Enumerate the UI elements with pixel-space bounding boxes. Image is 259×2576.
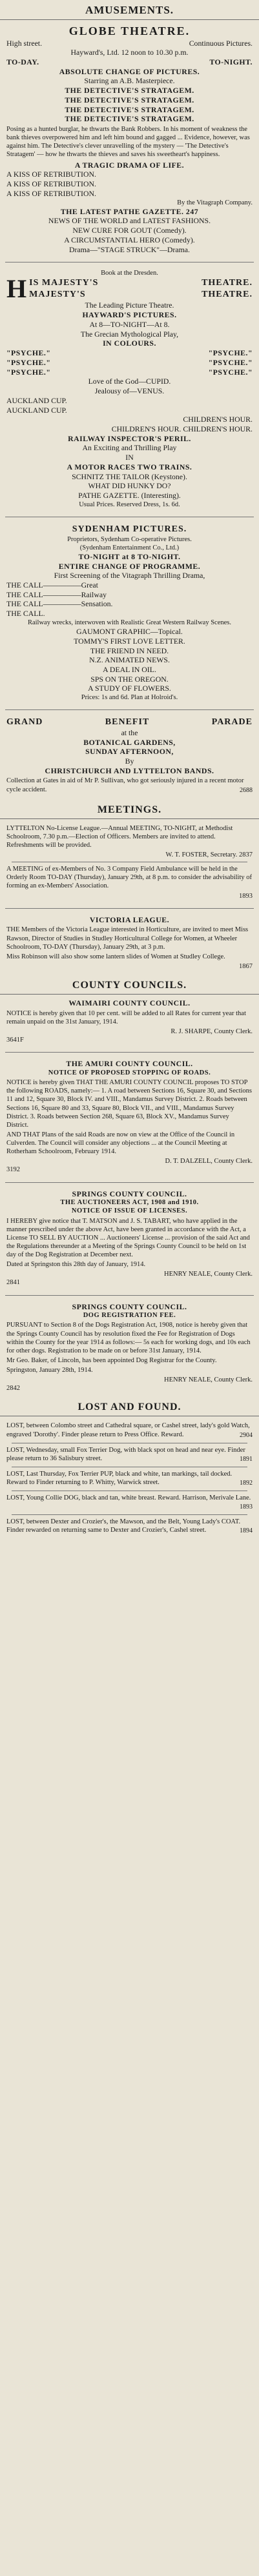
victoria-num: 1867 xyxy=(239,962,253,970)
his-childrens-2: CHILDREN'S HOUR. CHILDREN'S HOUR. xyxy=(111,424,253,434)
dog-registration-ad xyxy=(0,1298,259,1398)
sydenham-pictures-ad xyxy=(0,520,259,707)
waimairi-num: 3641F xyxy=(6,1036,24,1044)
divider xyxy=(5,1182,254,1183)
his-title-right: THEATRE. xyxy=(202,278,253,288)
globe-gazette: THE LATEST PATHE GAZETTE. 247 xyxy=(60,206,199,216)
divider xyxy=(5,709,254,710)
globe-theatre-ad xyxy=(0,20,259,259)
his-hunky: WHAT DID HUNKY DO? xyxy=(88,481,171,491)
globe-stratagem-2: THE DETECTIVE'S STRATAGEM. xyxy=(65,95,194,104)
globe-body: Posing as a hunted burglar, he thwarts the Bank Robbers. In his moment of weakness the bank thieves overpowered him and left him bound and gagged ... Evidence, however, was against him. The Detective's clever unravelling of the mystery — 'The Detective's Stratagem' — how he thwarts the thieves and saves his sweetheart's happiness. xyxy=(6,126,250,159)
ambulance-num: 1893 xyxy=(239,892,253,900)
globe-tragic: A TRAGIC DRAMA OF LIFE. xyxy=(74,160,185,170)
lost-item xyxy=(6,1422,253,1438)
his-title-row xyxy=(29,277,253,289)
globe-starring: Starring an A.B. Masterpiece. xyxy=(84,76,175,86)
parade-collection-text: Collection at Gates in aid of Mr P. Sullivan, who got seriously injured in a recent motor cycle accident. xyxy=(6,777,244,793)
globe-news: NEWS OF THE WORLD and LATEST FASHIONS. xyxy=(48,216,211,226)
springs-sig: HENRY NEALE, County Clerk. xyxy=(164,1271,253,1278)
parade-word: PARADE xyxy=(211,717,253,728)
his-psyche-row-2 xyxy=(6,358,253,368)
his-railway: RAILWAY INSPECTOR'S PERIL. xyxy=(68,433,191,443)
lost-item-text: LOST, Young Collie DOG, black and tan, white breast. Reward. Harrison, Merivale Lane. xyxy=(6,1494,251,1502)
parade-grand: GRAND xyxy=(6,717,43,728)
victoria-league-ad xyxy=(0,911,259,976)
his-prices: Usual Prices. Reserved Dress, 1s. 6d. xyxy=(79,500,180,508)
benefit-parade-ad xyxy=(0,713,259,800)
his-love: Love of the God—CUPID. xyxy=(88,377,171,386)
globe-street: High street. xyxy=(6,38,43,48)
parade-bands: CHRISTCHURCH AND LYTTELTON BANDS. xyxy=(45,766,214,775)
amuri-plan: AND THAT Plans of the said Roads are now on view at the Office of the Council in Culverden. The Council will consider any objections ... at the Council Meeting at Rotherham Schoolroom, February 1914. xyxy=(6,1131,235,1156)
lost-item-text: LOST, Last Thursday, Fox Terrier PUP, black and white, tan markings, tail docked. Reward to Finder returning to P. Whitty, Warwick street. xyxy=(6,1470,233,1487)
his-colours: IN COLOURS. xyxy=(103,339,156,348)
meetings-section xyxy=(0,819,259,906)
lost-item-num: 1893 xyxy=(240,1503,253,1511)
dog-collector: Mr Geo. Baker, of Lincoln, has been appointed Dog Registrar for the County. xyxy=(6,1356,217,1364)
meetings-heading: MEETINGS. xyxy=(0,800,259,819)
amuri-sub: NOTICE OF PROPOSED STOPPING OF ROADS. xyxy=(48,1069,211,1077)
globe-hours: Hayward's, Ltd. 12 noon to 10.30 p.m. xyxy=(70,48,189,57)
parade-num: 2688 xyxy=(240,786,253,794)
sydenham-tommy: TOMMY'S FIRST LOVE LETTER. xyxy=(74,636,185,646)
his-motor: A MOTOR RACES TWO TRAINS. xyxy=(67,462,192,471)
globe-stratagem-4: THE DETECTIVE'S STRATAGEM. xyxy=(65,114,194,124)
his-auckland-cup: AUCKLAND CUP. xyxy=(6,395,67,405)
waimairi-ad xyxy=(0,995,259,1049)
his-leading: The Leading Picture Theatre. xyxy=(85,301,174,310)
his-childrens: CHILDREN'S HOUR. xyxy=(183,415,253,424)
globe-title: GLOBE THEATRE. xyxy=(68,25,191,37)
divider xyxy=(12,1514,247,1515)
psyche-5: "PSYCHE." xyxy=(6,367,51,377)
lost-found-heading: LOST AND FOUND. xyxy=(0,1398,259,1416)
psyche-3: "PSYCHE." xyxy=(6,357,51,367)
lost-item-num: 1892 xyxy=(240,1480,253,1487)
dog-sig: HENRY NEALE, County Clerk. xyxy=(164,1376,253,1384)
lost-item-num: 2904 xyxy=(240,1431,253,1439)
sydenham-managing: (Sydenham Entertainment Co., Ltd.) xyxy=(79,544,180,551)
his-title2-right: THEATRE. xyxy=(202,289,253,299)
globe-stratagem-3: THE DETECTIVE'S STRATAGEM. xyxy=(65,104,194,114)
lost-item xyxy=(6,1446,253,1463)
globe-tonight: TO-NIGHT. xyxy=(209,57,253,66)
globe-gout: NEW CURE FOR GOUT (Comedy). xyxy=(72,226,187,235)
psyche-2: "PSYCHE." xyxy=(208,348,253,358)
globe-drama: Drama—"STAGE STRUCK"—Drama. xyxy=(69,244,190,254)
divider xyxy=(5,262,254,263)
dog-sub: DOG REGISTRATION FEE. xyxy=(83,1312,176,1320)
sydenham-prices: Prices: 1s and 6d. Plan at Holroid's. xyxy=(81,694,178,702)
sydenham-gaumont: GAUMONT GRAPHIC—Topical. xyxy=(76,627,183,637)
lost-item xyxy=(6,1494,253,1511)
lost-item-text: LOST, between Colombo street and Cathedral square, or Cashel street, lady's gold Watch, engraved 'Dorothy'. Finder please return to Press Office. Reward. xyxy=(6,1422,250,1438)
his-hayward: HAYWARD'S PICTURES. xyxy=(82,310,177,320)
sydenham-first: First Screening of the Vitagraph Thrilling Drama, xyxy=(54,571,205,580)
amuri-num: 3192 xyxy=(6,1166,20,1174)
globe-kiss-1: A KISS OF RETRIBUTION. xyxy=(6,170,96,179)
ambulance-notice: A MEETING of ex-Members of No. 3 Company Field Ambulance will be held in the Orderly Room TO-DAY (Thursday), January 29th, at 8 p.m. to consider the advisability of forming an ex-Members' Association. xyxy=(6,866,252,890)
globe-today: TO-DAY. xyxy=(6,57,39,66)
victoria-heading: VICTORIA LEAGUE. xyxy=(89,915,170,924)
his-psyche-row-3 xyxy=(6,368,253,377)
waimairi-sig: R. J. SHARPE, County Clerk. xyxy=(171,1028,253,1036)
sydenham-railway: Railway wrecks, interwoven with Realistic Great Western Railway Scenes. xyxy=(27,619,232,626)
divider xyxy=(5,1295,254,1296)
his-psyche-row-1 xyxy=(6,348,253,358)
sydenham-tonight: TO-NIGHT at 8 TO-NIGHT. xyxy=(78,551,181,561)
springs-title: SPRINGS COUNTY COUNCIL. xyxy=(72,1189,187,1198)
springs-notice-head: NOTICE OF ISSUE OF LICENSES. xyxy=(71,1207,188,1215)
dog-dated: Springston, January 28th, 1914. xyxy=(6,1367,93,1374)
springs-act: THE AUCTIONEERS ACT, 1908 and 1910. xyxy=(60,1199,199,1207)
sydenham-entire: ENTIRE CHANGE OF PROGRAMME. xyxy=(58,561,201,571)
parade-sunday: SUNDAY AFTERNOON, xyxy=(85,747,174,757)
amuri-ad xyxy=(0,1055,259,1179)
lyttelton-sig: W. T. FOSTER, Secretary. 2837 xyxy=(165,851,253,859)
lost-item-num: 1894 xyxy=(240,1527,253,1534)
his-title2-left: MAJESTY'S xyxy=(29,289,86,299)
his-majestys-ad xyxy=(0,265,259,514)
globe-change: ABSOLUTE CHANGE OF PICTURES. xyxy=(59,66,200,76)
his-bookat: Book at the Dresden. xyxy=(101,270,158,277)
sydenham-animated: N.Z. ANIMATED NEWS. xyxy=(89,655,170,665)
globe-today-row xyxy=(6,57,253,67)
his-jealousy: Jealousy of—VENUS. xyxy=(94,386,165,396)
parade-by: By xyxy=(125,757,134,766)
globe-stratagem-1: THE DETECTIVE'S STRATAGEM. xyxy=(65,86,194,95)
psyche-6: "PSYCHE." xyxy=(208,367,253,377)
globe-continuous: Continuous Pictures. xyxy=(189,38,253,48)
sydenham-call-4: THE CALL. xyxy=(6,609,45,619)
springs-ad xyxy=(0,1185,259,1293)
sydenham-title: SYDENHAM PICTURES. xyxy=(72,524,187,535)
his-title-left: IS MAJESTY'S xyxy=(29,278,99,288)
his-railway-desc: An Exciting and Thrilling Play xyxy=(82,443,177,453)
lost-item xyxy=(6,1518,253,1534)
his-in: IN xyxy=(125,453,134,462)
dog-notice: PURSUANT to Section 8 of the Dogs Registration Act, 1908, notice is hereby given that the Springs County Council has by resolution fixed the Fee for Registration of Dogs within the County for the year 1914 as follows:— 5s each for working dogs, and 10s each for other dogs. Registration to be made on or before 31st January, 1914. xyxy=(6,1322,251,1354)
springs-notice: I HEREBY give notice that T. MATSON and J. S. TABART, who have applied in the manner prescribed under the above Act, have been granted in accordance with the Act, a License TO SELL BY AUCTION ... Auctioneers' License ... provision of the said Act and the Regulations thereunder at a Meeting of the Springs County Council to be held on 1st day of the Dog Registration at December next. xyxy=(6,1217,250,1259)
victoria-lantern: Miss Robinson will also show some lantern slides of Women at Studley College. xyxy=(6,953,225,960)
lost-item-text: LOST, between Dexter and Crozier's, the Mawson, and the Belt, Young Lady's COAT. Finder rewarded on returning same to Dexter and Crozier's, Cashel street. xyxy=(6,1518,241,1534)
amusements-heading: AMUSEMENTS. xyxy=(0,0,259,20)
globe-kiss-note: By the Vitagraph Company. xyxy=(177,199,253,206)
his-times: At 8—TO-NIGHT—At 8. xyxy=(89,319,170,329)
sydenham-proprietors: Proprietors, Sydenham Co-operative Pictures. xyxy=(67,535,192,543)
his-pathe: PATHE GAZETTE. (Interesting). xyxy=(78,491,181,500)
sydenham-oregon: SPS ON THE OREGON. xyxy=(90,674,169,684)
amuri-notice: NOTICE is hereby given THAT THE AMURI COUNTY COUNCIL proposes TO STOP the following ROADS, namely:— 1. A road between Sections 16, Square 30, and Sections 11 and 12, Square 30, Block IV. and VIII., Mandamus Survey District. 2. Roads between Sections 16, Square 80 and 33, Square 80, Block VII., and VIII., Mandamus Survey District. 3. Roads between Section 268, Square 63, Block XV., Mandamus Survey District. xyxy=(6,1079,252,1129)
his-tailor: SCHNITZ THE TAILOR (Keystone). xyxy=(72,471,187,481)
psyche-4: "PSYCHE." xyxy=(208,357,253,367)
sydenham-deal: A DEAL IN OIL. xyxy=(103,664,156,674)
lost-item xyxy=(6,1470,253,1487)
waimairi-notice: NOTICE is hereby given that 10 per cent. will be added to all Rates for current year that remain unpaid on the 31st January, 1914. xyxy=(6,1009,246,1025)
lost-found-section xyxy=(0,1416,259,1541)
parade-benefit: BENEFIT xyxy=(105,717,150,728)
springs-num: 2841 xyxy=(6,1279,20,1287)
divider xyxy=(5,908,254,909)
sydenham-study: A STUDY OF FLOWERS. xyxy=(88,684,171,693)
amuri-sig: D. T. DALZELL, County Clerk. xyxy=(165,1158,253,1165)
parade-botanical: BOTANICAL GARDENS, xyxy=(83,737,176,747)
county-heading: COUNTY COUNCILS. xyxy=(0,976,259,995)
sydenham-call-2: THE CALL—————Railway xyxy=(6,590,107,599)
parade-at: at the xyxy=(121,728,138,737)
sydenham-friend: THE FRIEND IN NEED. xyxy=(90,646,169,655)
dog-title: SPRINGS COUNTY COUNCIL. xyxy=(72,1302,187,1311)
psyche-1: "PSYCHE." xyxy=(6,348,51,358)
parade-head-row xyxy=(6,717,253,728)
lost-item-num: 1891 xyxy=(240,1455,253,1463)
victoria-body: THE Members of the Victoria League interested in Horticulture, are invited to meet Miss Rawson, Director of Studies in Studley Horticultural College for Women, at Wheeler Schoolroom, TO-DAY (Thursday), January 29th, at 3 p.m. xyxy=(6,926,249,951)
sydenham-call-3: THE CALL—————Sensation. xyxy=(6,599,113,609)
parade-collection xyxy=(6,777,253,793)
amuri-title: THE AMURI COUNTY COUNCIL. xyxy=(66,1059,193,1069)
sydenham-call-1: THE CALL—————Great xyxy=(6,580,98,590)
globe-line1 xyxy=(6,39,253,48)
lost-item-text: LOST, Wednesday, small Fox Terrier Dog, with black spot on head and near eye. Finder please return to 36 Salisbury street. xyxy=(6,1446,245,1462)
dog-num: 2842 xyxy=(6,1385,20,1392)
globe-kiss-3: A KISS OF RETRIBUTION. xyxy=(6,188,96,198)
his-title-row-2 xyxy=(29,289,253,301)
springs-dated: Dated at Springston this 28th day of January, 1914. xyxy=(6,1261,146,1269)
his-grecian: The Grecian Mythological Play, xyxy=(80,329,179,339)
waimairi-title: WAIMAIRI COUNTY COUNCIL. xyxy=(68,998,191,1008)
lyttelton-notice: LYTTELTON No-License League.—Annual MEETING, TO-NIGHT, at Methodist Schoolroom, 7.30 p.m.—Election of Officers. Members are invited to attend. Refreshments will be provided. xyxy=(6,824,233,849)
his-auckland-cup-2: AUCKLAND CUP. xyxy=(6,405,67,415)
divider xyxy=(5,1052,254,1053)
globe-circumstantial: A CIRCUMSTANTIAL HERO (Comedy). xyxy=(64,235,195,244)
globe-kiss-2: A KISS OF RETRIBUTION. xyxy=(6,179,96,189)
his-dropcap: H xyxy=(6,274,27,304)
